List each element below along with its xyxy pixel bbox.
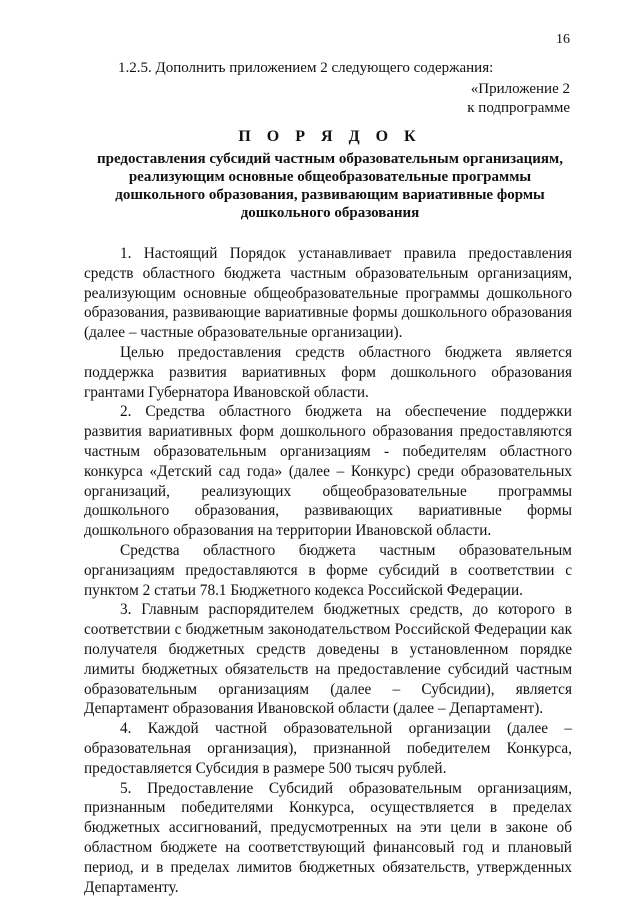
paragraph: 4. Каждой частной образовательной организации (далее – образовательная организация), признанной победителем Конкурса, предоставляется Субсидия в размере 500 тысяч рублей.: [84, 720, 572, 777]
paragraph: 3. Главным распорядителем бюджетных средств, до которого в соответствии с бюджетным законодательством Российской Федерации как получателя бюджетных средств доведены в установленном порядке лимиты бюджетных обязательств на предоставление субсидий частным образовательным организациям (далее – Субсидии), является Департамент образования Ивановской области (далее – Департамент).: [84, 601, 572, 718]
appendix-line-2: к подпрограмме: [467, 100, 570, 116]
document-body: [84, 244, 572, 897]
document-heading: [90, 128, 570, 222]
paragraph: Целью предоставления средств областного бюджета является поддержка развития вариативных форм дошкольного образования грантами Губернатора Ивановской области.: [84, 343, 572, 401]
appendix-reference: [467, 80, 570, 118]
heading-title: П О Р Я Д О К: [238, 128, 422, 145]
appendix-line-1: «Приложение 2: [470, 81, 570, 97]
heading-subtitle: предоставления субсидий частным образовательным организациям, реализующим основные общеобразовательные программы дошкольного образования, развивающим вариативные формы дошкольного образования: [96, 151, 563, 221]
paragraph: Средства областного бюджета частным образовательным организациям предоставляются в форме субсидий в соответствии с пунктом 2 статьи 78.1 Бюджетного кодекса Российской Федерации.: [84, 541, 572, 599]
paragraph: 2. Средства областного бюджета на обеспечение поддержки развития вариативных форм дошкольного образования предоставляются частным образовательным организациям - победителям областного конкурса «Детский сад года» (далее – Конкурс) среди образовательных организаций, реализующих общеобразовательные программы дошкольного образования, развивающих вариативные формы дошкольного образования на территории Ивановской области.: [84, 403, 572, 540]
page-number: 16: [556, 32, 570, 47]
paragraph: 1. Настоящий Порядок устанавливает правила предоставления средств областного бюджета частным образовательным организациям, реализующим основные общеобразовательные программы дошкольного образования, развивающие вариативные формы дошкольного образования (далее – частные образовательные организации).: [84, 245, 572, 342]
lead-line: 1.2.5. Дополнить приложением 2 следующего содержания:: [118, 60, 494, 76]
paragraph: 5. Предоставление Субсидий образовательным организациям, признанным победителями Конкурса, осуществляется в пределах бюджетных ассигнований, предусмотренных на эти цели в законе об областном бюджете на соответствующий финансовый год и плановый период, и в пределах лимитов бюджетных обязательств, утвержденных Департаменту.: [84, 779, 572, 896]
